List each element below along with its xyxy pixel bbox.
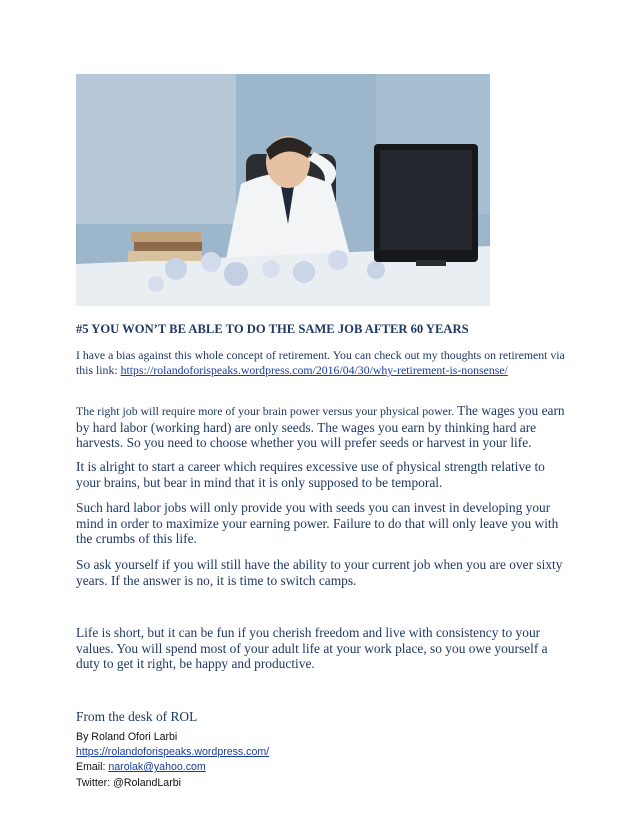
author-website-link[interactable]: https://rolandoforispeaks.wordpress.com/ (76, 746, 270, 759)
author-twitter: Twitter: @RolandLarbi (76, 776, 181, 789)
stressed-man-at-desk-photo (76, 74, 490, 306)
article-heading: #5 YOU WON’T BE ABLE TO DO THE SAME JOB AFTER 60 YEARS (76, 322, 469, 336)
seeds-paragraph: Such hard labor jobs will only provide you with seeds you can invest in developing your mind in order to maximize your earning power. Failure to do that will only leave you with the crumbs of this life. (76, 500, 559, 547)
brain-power-paragraph (76, 403, 566, 451)
temporal-career-paragraph: It is alright to start a career which requires excessive use of physical strength relative to your brains, but bear in mind that it is only supposed to be temporal. (76, 459, 545, 490)
switch-camps-paragraph: So ask yourself if you will still have the ability to your current job when you are over sixty years. If the answer is no, it is time to switch camps. (76, 557, 563, 588)
retirement-article-link[interactable]: https://rolandoforispeaks.wordpress.com/2016/04/30/why-retirement-is-nonsense/ (120, 363, 508, 377)
email-label: Email: (76, 761, 109, 774)
brain-power-lead: The right job will require more of your brain power versus your physical power. (76, 404, 455, 418)
author-email-link[interactable]: narolak@yahoo.com (108, 761, 206, 774)
author-email-line (76, 760, 566, 775)
intro-text: I have a bias against this whole concept of retirement. You can check out my thoughts on retirement via this link: (76, 348, 565, 377)
intro-paragraph (76, 348, 566, 378)
brain-power-rest: The wages you earn by hard labor (working hard) are only seeds. The wages you earn by thinking hard are harvests. So you need to choose whether you will prefer seeds or harvest in your life. (76, 403, 565, 451)
author-name: By Roland Ofori Larbi (76, 731, 178, 743)
signature-block (76, 730, 566, 791)
desk-signoff: From the desk of ROL (76, 709, 198, 724)
life-is-short-paragraph: Life is short, but it can be fun if you cherish freedom and live with consistency to your values. You will spend most of your adult life at your work place, so you owe yourself a duty to get it right, be happy and productive. (76, 625, 548, 672)
